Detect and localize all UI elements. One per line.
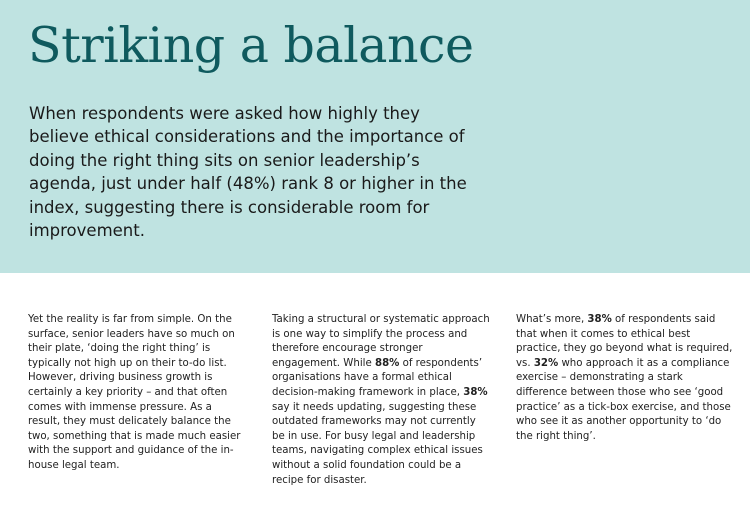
body-column-2 bbox=[272, 313, 490, 488]
stat-88-percent: 88% bbox=[374, 357, 400, 369]
column-2-text-part-1: Taking a structural or systematic approach is one way to simplify the process and therefore encourage stronger engagement. While bbox=[272, 314, 490, 369]
column-1-text: Yet the reality is far from simple. On the surface, senior leaders have so much on their plate, ‘doing the right thing’ is typically not high up on their to-do list. However, driving business growth is certainly a key priority – and that often comes with immense pressure. As a result, they must delicately balance the two, something that is made much easier with the support and guidance of the in-house legal team. bbox=[28, 314, 241, 471]
column-2-text-part-3: say it needs updating, suggesting these outdated frameworks may not currently be in use. For busy legal and leadership teams, navigating complex ethical issues without a solid foundation could be a recipe for disaster. bbox=[272, 401, 483, 486]
column-3-text-part-2: of respondents said that when it comes to ethical best practice, they go beyond what is required, vs. bbox=[516, 314, 733, 369]
stat-38-percent: 38% bbox=[463, 386, 488, 398]
stat-38-percent-beyond: 38% bbox=[587, 314, 612, 325]
body-column-1 bbox=[28, 313, 246, 474]
page-title: Striking a balance bbox=[28, 17, 474, 74]
column-3-text-part-3: who approach it as a compliance exercise – demonstrating a stark difference between those who see ‘good practice’ as a tick-box exercise, and those who see it as another opportunity to ‘do the right thing’. bbox=[516, 357, 731, 442]
stat-32-percent-compliance: 32% bbox=[533, 357, 559, 369]
intro-paragraph: When respondents were asked how highly they believe ethical considerations and the importance of doing the right thing sits on senior leadership’s agenda, just under half (48%) rank 8 or higher in the index, suggesting there is considerable room for improvement. bbox=[29, 104, 467, 241]
column-2-text-part-2: of respondents’ organisations have a formal ethical decision-making framework in place, bbox=[272, 357, 483, 398]
column-3-text-part-1: What’s more, bbox=[516, 314, 588, 325]
body-column-3 bbox=[516, 313, 734, 444]
